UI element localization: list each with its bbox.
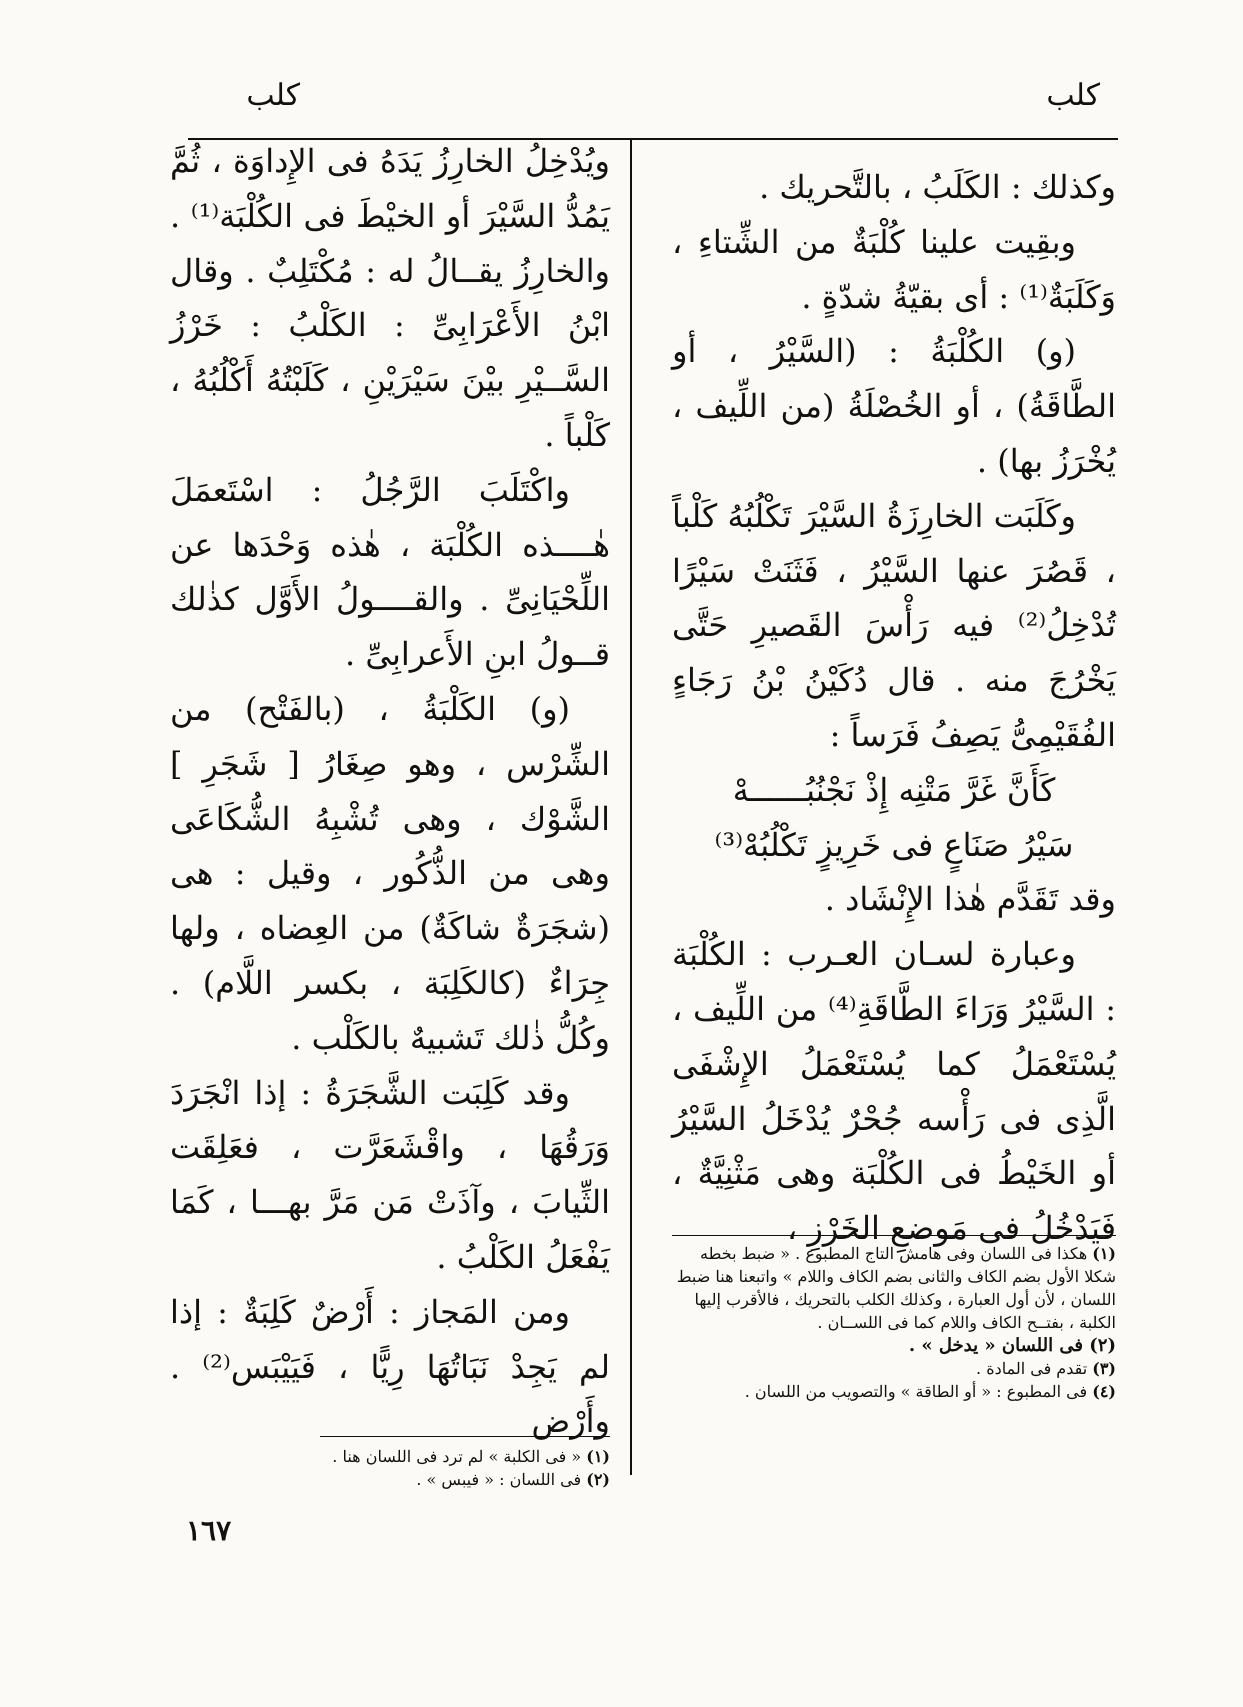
footnote-number: (٢) [1089, 1335, 1116, 1356]
footnote-text: فى اللسان : « فيبس » . [416, 1470, 582, 1489]
column-divider [630, 140, 632, 1475]
verse-line: كَأَنَّ غَرَّ مَتْنِه إِذْ نَجْنُبُــــــهْ [732, 770, 1056, 809]
paragraph: وكَلَبَت الخارِزَةُ السَّيْرَ تَكْلُبُهُ كَلْباً ، قَصُرَ عنها السَّيْرُ ، فَثَنَتْ سَيْرًا تُدْخِلُ⁽²⁾ فيه رَأْسَ القَصيرِ حَتَّى يَخْرُجَ منه . قال دُكَيْنُ بْنُ رَجَاءٍ الفُقَيْمِىُّ يَصِفُ فَرَساً : [672, 496, 1116, 754]
footnote-number: (١) [586, 1447, 610, 1466]
footnote [672, 1357, 1116, 1380]
running-head-left: كلب [246, 78, 300, 113]
paragraph: وقد تَقَدَّم هٰذا الإِنْشَاد . [824, 880, 1116, 919]
footnote-text: فى اللسان « يدخل » . [908, 1335, 1083, 1356]
paragraph: ويُدْخِلُ الخارِزُ يَدَهُ فى الإِداوَة ، ثُمَّ يَمُدُّ السَّيْرَ أو الخيْطَ فى الكُلْبَة⁽¹⁾ . والخارِزُ يقــالُ له : مُكْتَلِبٌ . وقال ابْنُ الأَعْرَابِىِّ : الكَلْبُ : خَرْزُ السَّــيْرِ بيْنَ سَيْرَيْنِ ، كَلَبْتُهُ أَكْلُبُهُ ، كَلْباً . [170, 142, 611, 454]
paragraph: وكذلك : الكَلَبُ ، بالتَّحريك . [759, 168, 1116, 206]
footnote [672, 1380, 1116, 1403]
footnote-number: (٢) [586, 1470, 610, 1489]
footnote-number: (٤) [1092, 1382, 1116, 1401]
running-head-right: كلب [1046, 78, 1100, 113]
footnote [672, 1242, 1116, 1334]
page-number: ١٦٧ [186, 1514, 232, 1547]
paragraph: وعبارة لسـان العـرب : الكُلْبَة : السَّيْرُ وَرَاءَ الطَّاقَةِ⁽⁴⁾ من اللِّيف ، يُسْتَعْمَلُ كما يُسْتَعْمَلُ الإِشْفَى الَّذِى فى رَأْسه جُحْرٌ يُدْخَلُ السَّيْرُ أو الخَيْطُ فى الكُلْبَة وهى مَثْنِيَّةٌ ، فَيَدْخُلُ فى مَوضعِ الخَرْزِ ، [672, 935, 1117, 1248]
paragraph: (و) الكَلْبَةُ ، (بالفَتْح) من الشِّرْس ، وهو صِغَارُ [ شَجَرِ ] الشَّوْك ، وهى تُشْبِهُ الشُّكَاعَى وهى من الذُّكُور ، وقيل : هى (شجَرَةٌ شاكَةٌ) من العِضاه ، ولها جِرَاءٌ (كالكَلِبَة ، بكسر اللَّام) . وكُلُّ ذٰلك تَشبيهٌ بالكَلْب . [170, 689, 610, 1057]
footnote-text: هكذا فى اللسان وفى هامش التاج المطبوع . « ضبط بخطه شكلا الأول بضم الكاف والثانى بضم الكاف واللام » واتبعنا هنا ضبط اللسان ، لأن أول العبارة ، وكذلك الكلب بالتحريك ، فالأقرب إليها الكلبة ، بفتــح الكاف واللام كما فى اللســان . [676, 1244, 1116, 1332]
footnote [672, 1334, 1116, 1357]
footnote-number: (٣) [1092, 1359, 1116, 1378]
footnote-number: (١) [1092, 1244, 1116, 1263]
paragraph: واكْتَلَبَ الرَّجُلُ : اسْتَعمَلَ هٰــــذه الكُلْبَة ، هٰذه وَحْدَها عن اللِّحْيَانِىِّ . والقــــولُ الأَوَّل كذٰلك قــولُ ابنِ الأَعرابِىِّ . [170, 470, 610, 674]
footnote [320, 1445, 610, 1468]
verse-line: سَيْرُ صَنَاعٍ فى خَرِيزٍ تَكْلُبُهْ⁽³⁾ [714, 825, 1074, 864]
paragraph: (و) الكُلْبَةُ : (السَّيْرُ ، أو الطَّاقَةُ) ، أو الخُصْلَةُ (من اللِّيف ، يُخْرَزُ بها) . [672, 332, 1116, 480]
paragraph: ومن المَجاز : أَرْضٌ كَلِبَةٌ : إذا لم يَجِدْ نَبَاتُهَا رِيًّا ، فَيَيْبَس⁽²⁾ . وأَرْض [170, 1292, 610, 1441]
right-column [672, 160, 1116, 1256]
footnotes-left [320, 1436, 610, 1491]
paragraph: وقد كَلِبَت الشَّجَرَةُ : إذا انْجَرَدَ وَرَقُهَا ، واقْشَعَرَّت ، فعَلِقَت الثِّيابَ ، وآذَتْ مَن مَرَّ بهـــا ، كَمَا يَفْعَلُ الكَلْبُ . [170, 1073, 610, 1276]
footnotes-right [672, 1235, 1116, 1403]
footnote-text: تقدم فى المادة . [976, 1359, 1088, 1378]
paragraph: وبقِيت علينا كُلْبَةٌ من الشِّتاءِ ، وَكَلَبَةٌ⁽¹⁾ : أى بقيّةُ شدّةٍ . [672, 222, 1116, 316]
left-column [170, 134, 610, 1449]
footnote-text: فى المطبوع : « أو الطاقة » والتصويب من اللسان . [744, 1382, 1088, 1401]
footnote [320, 1468, 610, 1491]
footnote-text: « فى الكلبة » لم ترد فى اللسان هنا . [332, 1447, 582, 1466]
